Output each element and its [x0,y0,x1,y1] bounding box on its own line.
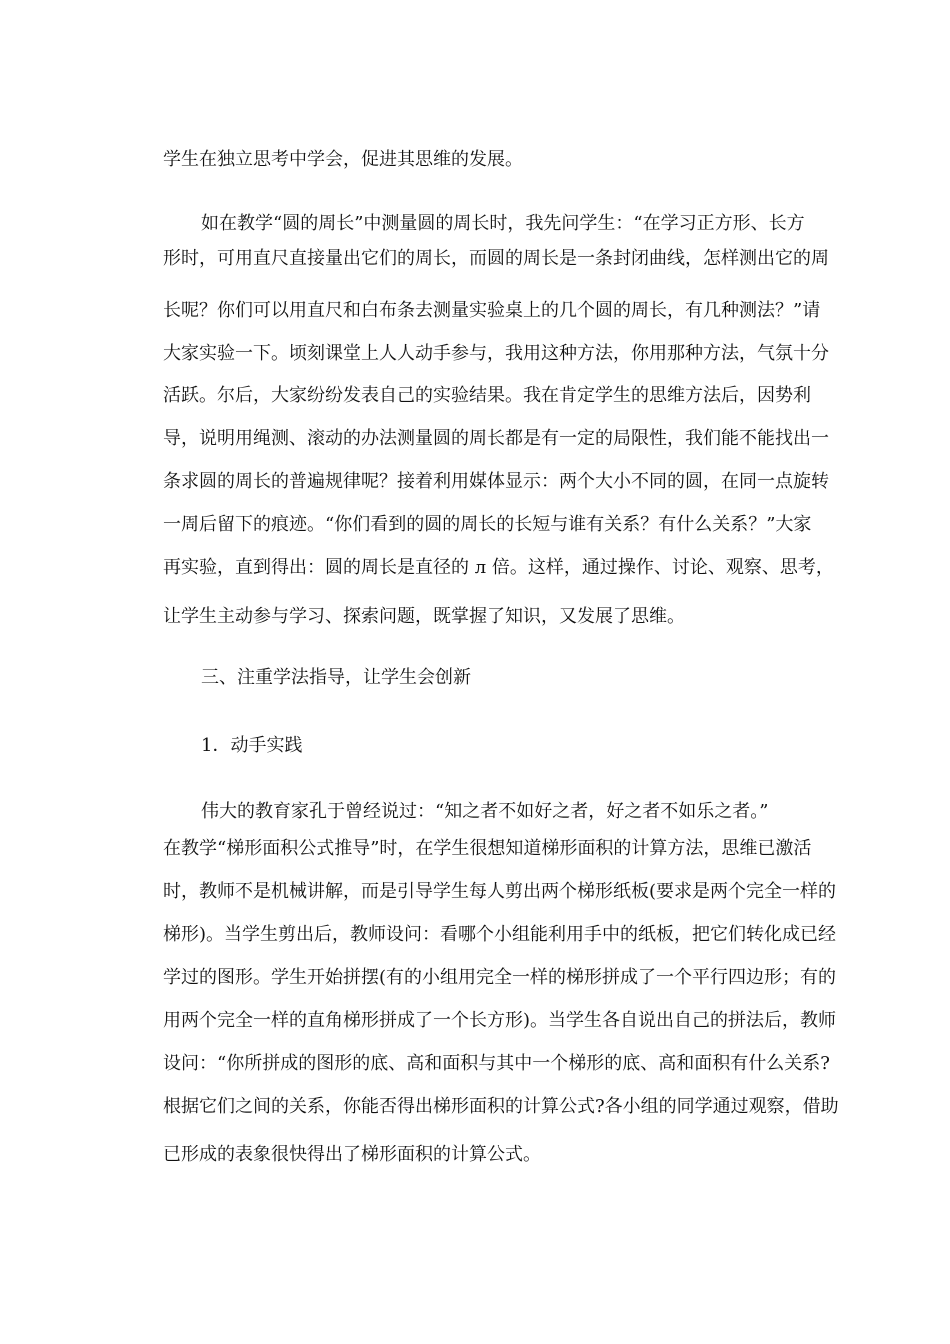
paragraph-3-line-5: 学过的图形。学生开始拼摆(有的小组用完全一样的梯形拼成了一个平行四边形；有的 [163,967,837,988]
paragraph-2-line-3: 长呢？你们可以用直尺和白布条去测量实验桌上的几个圆的周长，有几种测法？”请 [163,300,821,321]
paragraph-3-line-7: 设问：“你所拼成的图形的底、高和面积与其中一个梯形的底、高和面积有什么关系? [163,1053,830,1074]
paragraph-2-line-8: 一周后留下的痕迹。“你们看到的圆的周长的长短与谁有关系？有什么关系？”大家 [163,514,812,535]
paragraph-2-line-6: 导，说明用绳测、滚动的办法测量圆的周长都是有一定的局限性，我们能不能找出一 [163,428,829,449]
paragraph-3-line-4: 梯形)。当学生剪出后，教师设问：看哪个小组能利用手中的纸板，把它们转化成已经 [163,924,837,945]
paragraph-3-line-9: 已形成的表象很快得出了梯形面积的计算公式。 [163,1144,541,1165]
section-heading: 三、注重学法指导，让学生会创新 [201,667,471,688]
paragraph-3-line-3: 时，教师不是机械讲解，而是引导学生每人剪出两个梯形纸板(要求是两个完全一样的 [163,881,837,902]
paragraph-3-line-1: 伟大的教育家孔于曾经说过：“知之者不如好之者，好之者不如乐之者。” [201,801,769,822]
subsection-heading: 1．动手实践 [201,735,303,756]
paragraph-2-line-7: 条求圆的周长的普遍规律呢？接着利用媒体显示：两个大小不同的圆，在同一点旋转 [163,471,829,492]
paragraph-2-line-5: 活跃。尔后，大家纷纷发表自己的实验结果。我在肯定学生的思维方法后，因势利 [163,385,811,406]
paragraph-2-line-2: 形时，可用直尺直接量出它们的周长，而圆的周长是一条封闭曲线，怎样测出它的周 [163,248,829,269]
paragraph-3-line-8: 根据它们之间的关系，你能否得出梯形面积的计算公式?各小组的同学通过观察，借助 [163,1096,839,1117]
paragraph-2-line-10: 让学生主动参与学习、探索问题，既掌握了知识，又发展了思维。 [163,606,685,627]
paragraph-2-line-9: 再实验，直到得出：圆的周长是直径的 л 倍。这样，通过操作、讨论、观察、思考， [163,557,834,578]
paragraph-2-line-1: 如在教学“圆的周长”中测量圆的周长时，我先问学生：“在学习正方形、长方 [201,213,805,234]
paragraph-2-line-4: 大家实验一下。顷刻课堂上人人动手参与，我用这种方法，你用那种方法，气氛十分 [163,343,829,364]
paragraph-3-line-2: 在教学“梯形面积公式推导”时，在学生很想知道梯形面积的计算方法，思维已激活 [163,838,812,859]
paragraph-1-line-1: 学生在独立思考中学会，促进其思维的发展。 [163,149,523,170]
paragraph-3-line-6: 用两个完全一样的直角梯形拼成了一个长方形)。当学生各自说出自己的拼法后，教师 [163,1010,837,1031]
